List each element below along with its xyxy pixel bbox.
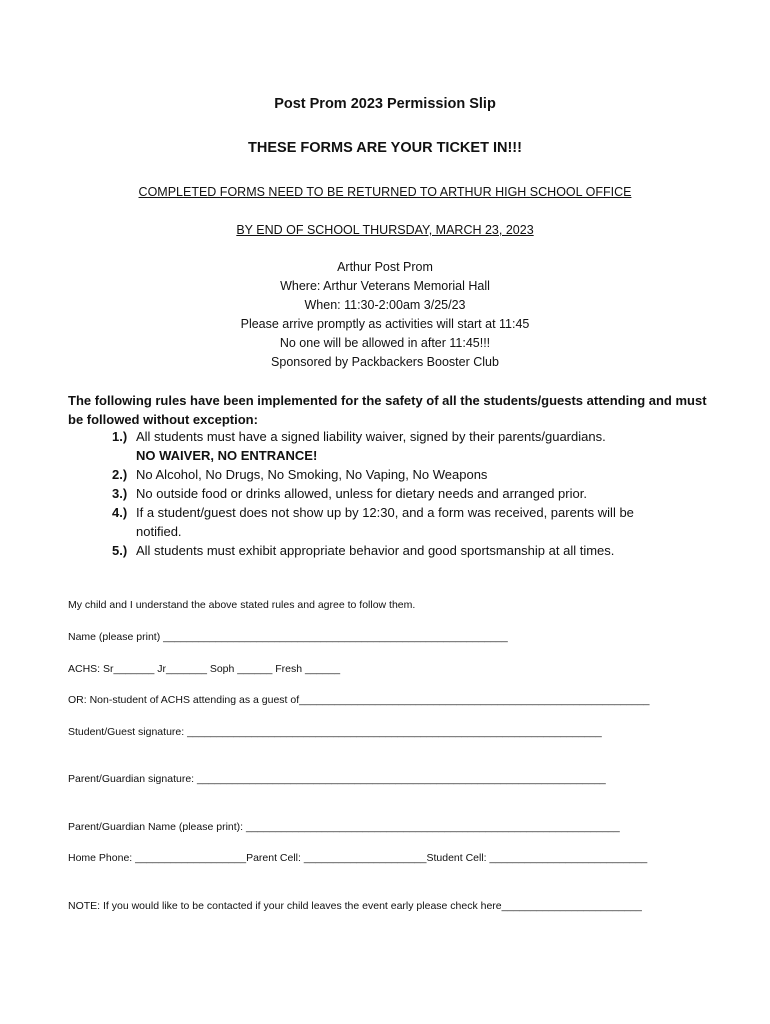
rule-text: All students must have a signed liability waiver, signed by their parents/guardians. — [136, 429, 606, 444]
rule-number: 3.) — [112, 486, 128, 501]
deadline: BY END OF SCHOOL THURSDAY, MARCH 23, 2023 — [236, 223, 534, 237]
rule-text: No Alcohol, No Drugs, No Smoking, No Vaping, No Weapons — [136, 467, 488, 482]
parent-signature-field[interactable]: Parent/Guardian signature: ______________________________________________________________________ — [68, 773, 606, 785]
rule-text-continued: notified. — [136, 524, 182, 539]
rule-text: All students must exhibit appropriate behavior and good sportsmanship at all times. — [136, 543, 615, 558]
ticket-notice: THESE FORMS ARE YOUR TICKET IN!!! — [248, 140, 522, 156]
return-instructions: COMPLETED FORMS NEED TO BE RETURNED TO ARTHUR HIGH SCHOOL OFFICE — [138, 185, 632, 199]
grade-field[interactable]: ACHS: Sr_______ Jr_______ Soph ______ Fresh ______ — [68, 663, 341, 675]
phone-fields[interactable]: Home Phone: ___________________Parent Cell: _____________________Student Cell: ___________________________ — [68, 852, 648, 864]
rules-intro: The following rules have been implemented for the safety of all the students/guests attending and must be followed without exception: — [68, 393, 707, 427]
early-leave-note[interactable]: NOTE: If you would like to be contacted if your child leaves the event early please check here________________________ — [68, 900, 642, 912]
rule-text: If a student/guest does not show up by 12:30, and a form was received, parents will be — [136, 505, 634, 520]
event-sponsor: Sponsored by Packbackers Booster Club — [271, 355, 499, 369]
rule-number: 2.) — [112, 467, 128, 482]
guest-of-field[interactable]: OR: Non-student of ACHS attending as a guest of____________________________________________________________ — [68, 694, 650, 706]
name-field[interactable]: Name (please print) ___________________________________________________________ — [68, 631, 508, 643]
agreement-statement: My child and I understand the above stated rules and agree to follow them. — [68, 599, 416, 611]
event-when: When: 11:30-2:00am 3/25/23 — [304, 298, 466, 312]
rule-emphasis: NO WAIVER, NO ENTRANCE! — [136, 448, 318, 463]
rule-number: 5.) — [112, 543, 128, 558]
event-name: Arthur Post Prom — [337, 260, 433, 274]
rule-number: 1.) — [112, 429, 128, 444]
event-arrive: Please arrive promptly as activities will start at 11:45 — [240, 317, 530, 331]
rule-text: No outside food or drinks allowed, unless for dietary needs and arranged prior. — [136, 486, 587, 501]
student-signature-field[interactable]: Student/Guest signature: _______________________________________________________________________ — [68, 726, 602, 738]
parent-name-field[interactable]: Parent/Guardian Name (please print): ________________________________________________________________ — [68, 821, 620, 833]
rule-number: 4.) — [112, 505, 128, 520]
event-where: Where: Arthur Veterans Memorial Hall — [280, 279, 490, 293]
page-title: Post Prom 2023 Permission Slip — [274, 96, 496, 112]
event-no-entry: No one will be allowed in after 11:45!!! — [279, 336, 491, 350]
